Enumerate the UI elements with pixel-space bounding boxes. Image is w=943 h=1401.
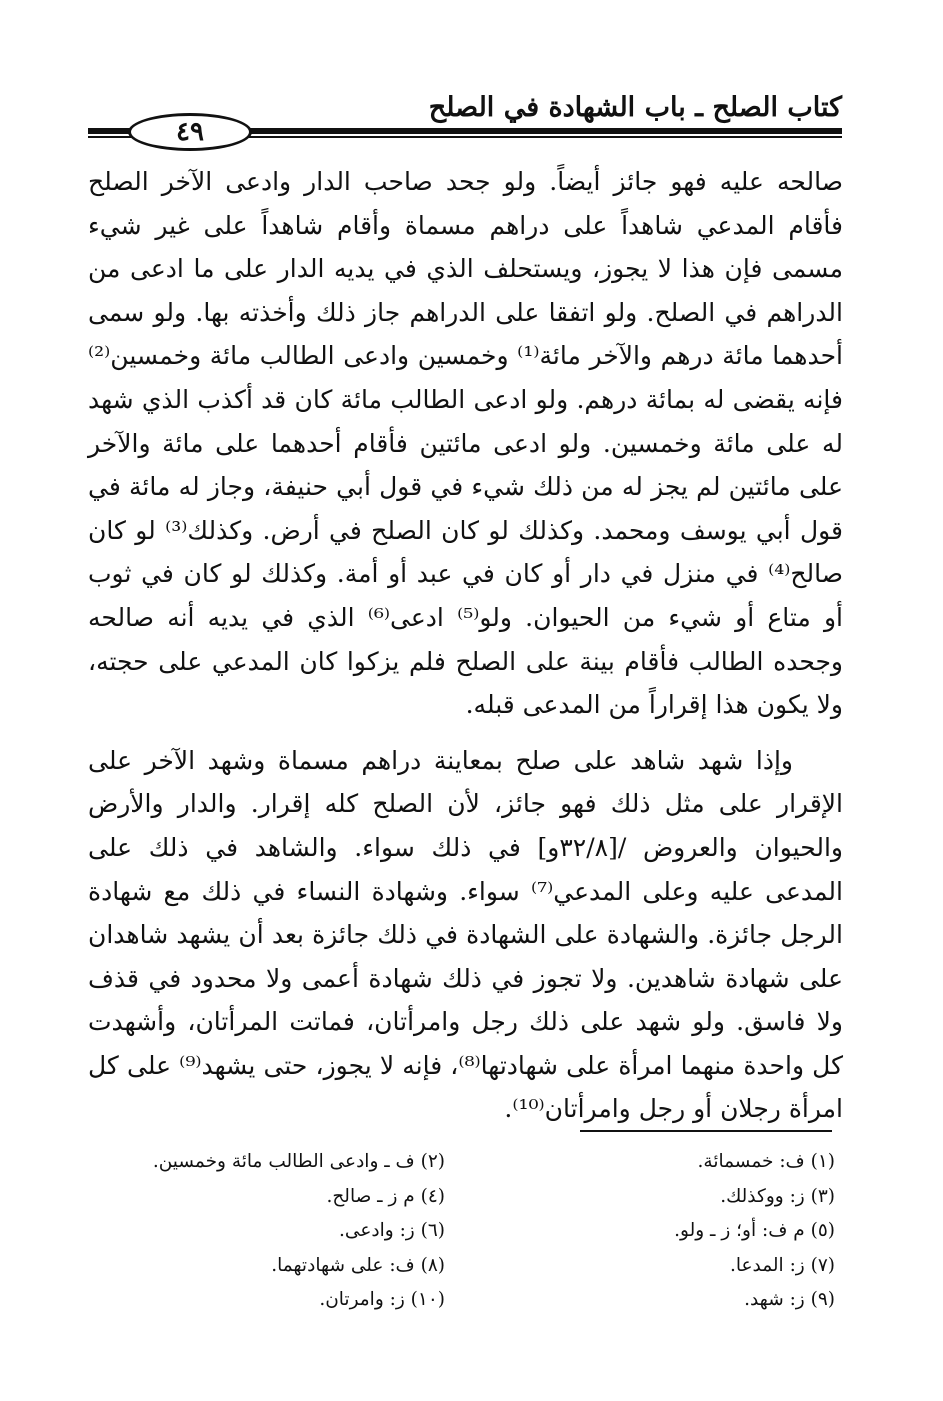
paragraph-2: وإذا شهد شاهد على صلح بمعاينة دراهم مسماة وشهد الآخر على الإقرار على مثل ذلك فهو جائز، لأن الصلح كله إقرار. والدار والأرض والحيوان والعروض /[٣٢/٨و] في ذلك سواء. والشاهد في ذلك على المدعى عليه وعلى المدعي⁽⁷⁾ سواء. وشهادة النساء في ذلك مع شهادة الرجل جائزة. والشهادة على الشهادة في ذلك جائزة بعد أن يشهد شاهدان على شهادة شاهدين. ولا تجوز في ذلك شهادة أعمى ولا محدود في قذف ولا فاسق. ولو شهد على ذلك رجل وامرأتان، فماتت المرأتان، وأشهدت كل واحدة منهما امرأة على شهادتها⁽⁸⁾، فإنه لا يجوز، حتى يشهد⁽⁹⁾ على كل امرأة رجلان أو رجل وامرأتان⁽¹⁰⁾. — [88, 745, 843, 1124]
footnote-7: (٧) ز: المدعا. — [729, 1254, 835, 1276]
footnote-1: (١) ف: خمسمائة. — [697, 1151, 835, 1172]
running-title: كتاب الصلح ـ باب الشهادة في الصلح — [428, 92, 842, 123]
footnotes-right-column — [475, 1145, 835, 1318]
page-number: ٤٩ — [128, 113, 252, 151]
footnote-5: (٥) م ف: أو؛ ز ـ ولو. — [674, 1220, 835, 1241]
footnote-9: (٩) ز: شهد. — [744, 1289, 835, 1310]
footnote-separator — [580, 1130, 832, 1132]
footnote-6: (٦) ز: وادعى. — [339, 1220, 445, 1241]
footnote-8: (٨) ف: على شهادتهما. — [271, 1254, 445, 1276]
footnotes-left-column — [85, 1145, 445, 1318]
footnote-4: (٤) م ز ـ صالح. — [326, 1185, 445, 1207]
footnote-3: (٣) ز: ووكذلك. — [720, 1185, 835, 1207]
main-text — [88, 160, 843, 1131]
paragraph-1: صالحه عليه فهو جائز أيضاً. ولو جحد صاحب الدار وادعى الآخر الصلح فأقام المدعي شاهداً على دراهم مسماة وأقام شاهداً على غير شيء مسمى فإن هذا لا يجوز، ويستحلف الذي في يديه الدار على ما ادعى من الدراهم في الصلح. ولو اتفقا على الدراهم جاز ذلك وأخذته بها. ولو سمى أحدهما مائة درهم والآخر مائة⁽¹⁾ وخمسين وادعى الطالب مائة وخمسين⁽²⁾ فإنه يقضى له بمائة درهم. ولو ادعى الطالب مائة كان قد أكذب الذي شهد له على مائة وخمسين. ولو ادعى مائتين فأقام أحدهما على مائة والآخر على مائتين لم يجز له من ذلك شيء في قول أبي حنيفة، وجاز له مائة في قول أبي يوسف ومحمد. وكذلك لو كان الصلح في أرض. وكذلك⁽³⁾ لو كان صالح⁽⁴⁾ في منزل في دار أو كان في عبد أو أمة. وكذلك لو كان في ثوب أو متاع أو شيء من الحيوان. ولو⁽⁵⁾ ادعى⁽⁶⁾ الذي في يديه أنه صالحه وجحده الطالب فأقام بينة على الصلح فلم يزكوا كان المدعي على حجته، ولا يكون هذا إقراراً من المدعى قبله. — [88, 167, 844, 720]
footnote-2: (٢) ف ـ وادعى الطالب مائة وخمسين. — [152, 1151, 445, 1172]
footnote-10: (١٠) ز: وامرتان. — [319, 1289, 445, 1310]
page-header — [88, 78, 842, 148]
